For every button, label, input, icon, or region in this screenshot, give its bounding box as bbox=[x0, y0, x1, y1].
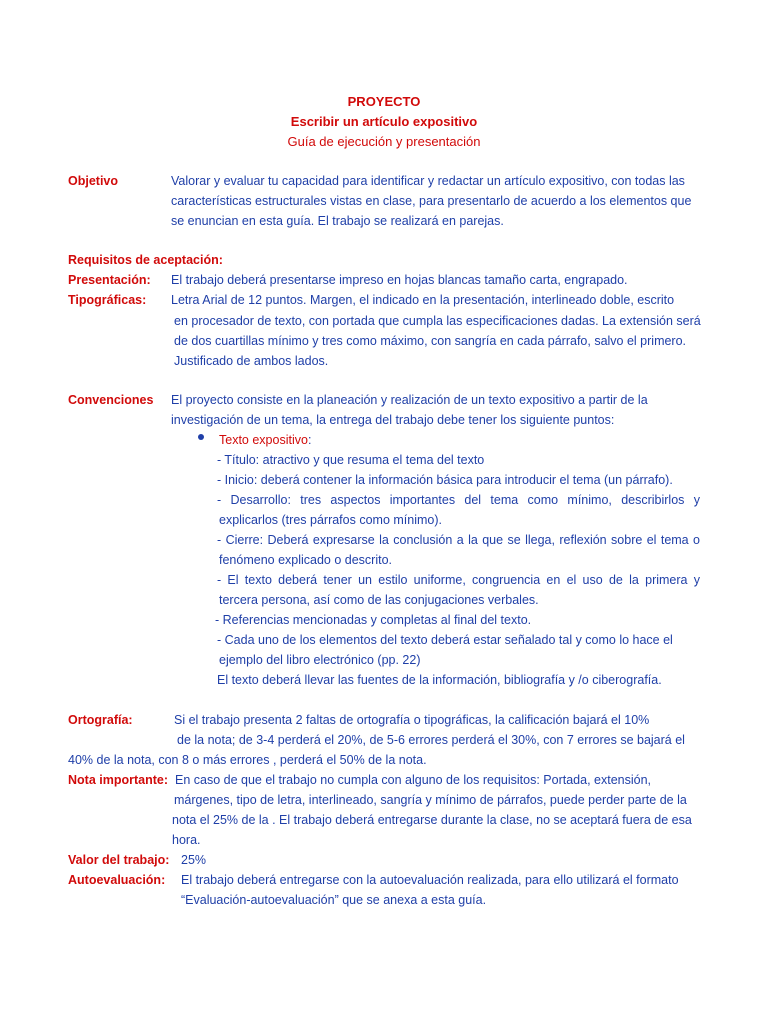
ortografia-line-3: 40% de la nota, con 8 o más errores , perderá el 50% de la nota. bbox=[68, 753, 427, 767]
convenciones-line-2: investigación de un tema, la entrega del trabajo debe tener los siguiente puntos: bbox=[171, 413, 615, 427]
valor-label: Valor del trabajo: bbox=[68, 853, 170, 867]
ortografia-label: Ortografía: bbox=[68, 713, 133, 727]
valor-value: 25% bbox=[181, 853, 207, 867]
item-elementos-cont: ejemplo del libro electrónico (pp. 22) bbox=[219, 653, 421, 667]
item-inicio: - Inicio: deberá contener la información básica para introducir el tema (un párrafo). bbox=[217, 473, 673, 487]
item-referencias: - Referencias mencionadas y completas al final del texto. bbox=[215, 613, 532, 627]
nota-line-2: márgenes, tipo de letra, interlineado, sangría y mínimo de párrafos, puede perder parte de la bbox=[174, 793, 687, 807]
nota-line-1: En caso de que el trabajo no cumpla con alguno de los requisitos: Portada, extensión, bbox=[175, 773, 652, 787]
nota-label: Nota importante: bbox=[68, 773, 168, 787]
texto-expositivo-colon: : bbox=[307, 433, 312, 447]
nota-line-4: hora. bbox=[172, 833, 201, 847]
item-estilo: - El texto deberá tener un estilo uniforme, congruencia en el uso de la primera y bbox=[217, 573, 700, 587]
item-desarrollo: - Desarrollo: tres aspectos importantes del tema como mínimo, describirlos y bbox=[217, 493, 700, 507]
presentacion-text: El trabajo deberá presentarse impreso en hojas blancas tamaño carta, engrapado. bbox=[171, 273, 628, 287]
objetivo-line-1: Valorar y evaluar tu capacidad para identificar y redactar un artículo expositivo, con todas las bbox=[171, 174, 685, 188]
objetivo-line-3: se enuncian en esta guía. El trabajo se realizará en parejas. bbox=[171, 214, 504, 228]
texto-expositivo-title: Texto expositivo bbox=[219, 433, 308, 447]
texto-expositivo-heading bbox=[219, 433, 311, 447]
autoevaluacion-line-2: “Evaluación-autoevaluación” que se anexa a esta guía. bbox=[181, 893, 487, 907]
item-desarrollo-cont: explicarlos (tres párrafos como mínimo). bbox=[219, 513, 442, 527]
requisitos-heading: Requisitos de aceptación: bbox=[68, 253, 223, 267]
tipograficas-line-4: Justificado de ambos lados. bbox=[174, 354, 329, 368]
page-subtitle: Escribir un artículo expositivo bbox=[290, 114, 478, 129]
guide-title: Guía de ejecución y presentación bbox=[287, 134, 481, 149]
item-titulo: - Título: atractivo y que resuma el tema del texto bbox=[217, 453, 485, 467]
nota-line-3: nota el 25% de la . El trabajo deberá entregarse durante la clase, no se aceptará fuera de esa bbox=[172, 813, 692, 827]
ortografia-line-2: de la nota; de 3-4 perderá el 20%, de 5-6 errores perderá el 30%, con 7 errores se bajará el bbox=[177, 733, 685, 747]
autoevaluacion-label: Autoevaluación: bbox=[68, 873, 166, 887]
tipograficas-line-3: de dos cuartillas mínimo y tres como máximo, con sangría en cada párrafo, salvo el primero. bbox=[174, 334, 687, 348]
item-cierre-cont: fenómeno explicado o descrito. bbox=[219, 553, 393, 567]
objetivo-line-2: características estructurales vistas en clase, para presentarlo de acuerdo a los elementos que bbox=[171, 194, 692, 208]
bullet-icon bbox=[198, 434, 204, 440]
page-title: PROYECTO bbox=[347, 94, 421, 109]
item-estilo-cont: tercera persona, así como de las conjugaciones verbales. bbox=[219, 593, 539, 607]
item-fuentes: El texto deberá llevar las fuentes de la información, bibliografía y /o ciberografía. bbox=[217, 673, 662, 687]
objetivo-label: Objetivo bbox=[68, 174, 119, 188]
tipograficas-line-1: Letra Arial de 12 puntos. Margen, el indicado en la presentación, interlineado doble, escrito bbox=[171, 293, 675, 307]
presentacion-label: Presentación: bbox=[68, 273, 151, 287]
tipograficas-label: Tipográficas: bbox=[68, 293, 147, 307]
item-cierre: - Cierre: Deberá expresarse la conclusión a la que se llega, reflexión sobre el tema o bbox=[217, 533, 700, 547]
ortografia-line-1: Si el trabajo presenta 2 faltas de ortografía o tipográficas, la calificación bajará el 10% bbox=[174, 713, 650, 727]
convenciones-line-1: El proyecto consiste en la planeación y realización de un texto expositivo a partir de la bbox=[171, 393, 648, 407]
item-elementos: - Cada uno de los elementos del texto deberá estar señalado tal y como lo hace el bbox=[217, 633, 673, 647]
autoevaluacion-line-1: El trabajo deberá entregarse con la autoevaluación realizada, para ello utilizará el formato bbox=[181, 873, 679, 887]
convenciones-label: Convenciones bbox=[68, 393, 154, 407]
tipograficas-line-2: en procesador de texto, con portada que cumpla las especificaciones dadas. La extensión será bbox=[174, 314, 701, 328]
